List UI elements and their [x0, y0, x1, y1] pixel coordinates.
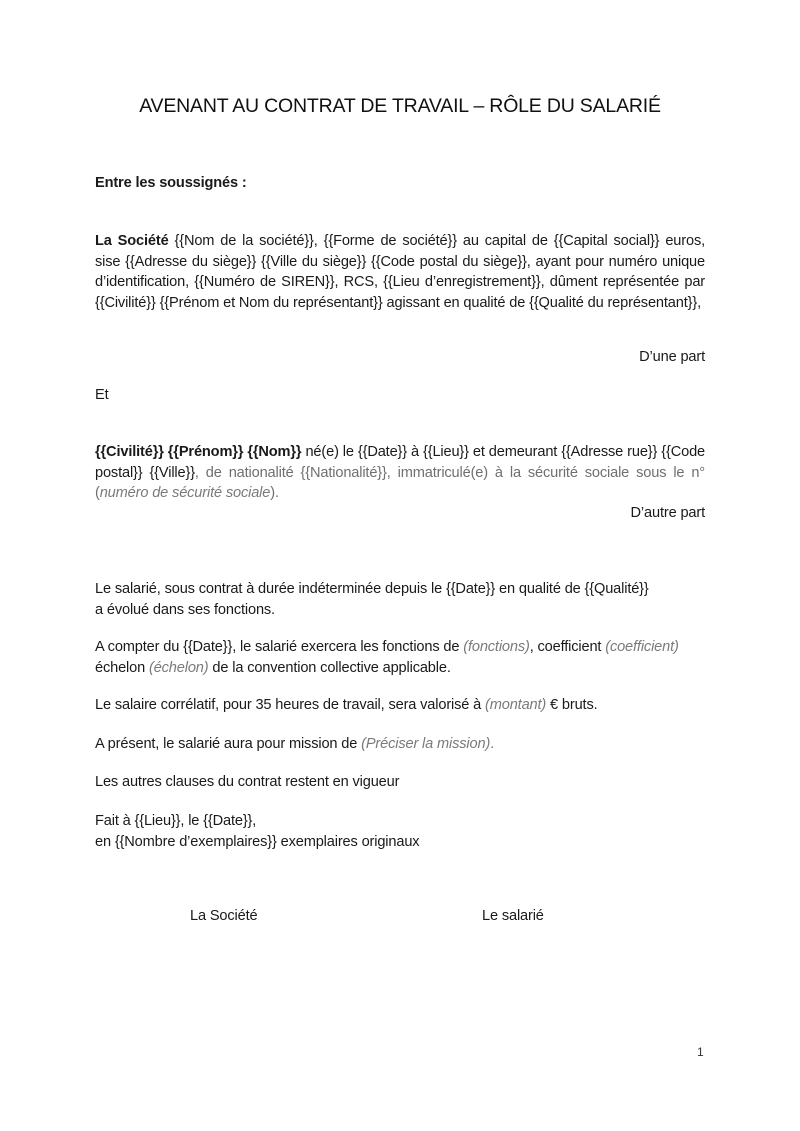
company-label: La Société [95, 233, 169, 249]
place-date-line: Fait à {{Lieu}}, le {{Date}}, [95, 813, 257, 829]
first-part-label: D’une part [639, 349, 705, 365]
copies-line: en {{Nombre d’exemplaires}} exemplaires originaux [95, 833, 420, 850]
second-part-label: D’autre part [630, 505, 705, 521]
paragraph-other-clauses: Les autres clauses du contrat restent en vigueur [95, 774, 400, 790]
company-party-paragraph [95, 231, 705, 313]
coefficient-placeholder: (coefficient) [605, 639, 679, 655]
p2-text-b: , coefficient [529, 639, 606, 655]
ssn-close: ). [270, 485, 279, 501]
paragraph-evolution: Le salarié, sous contrat à durée indéterminée depuis le {{Date}} en qualité de {{Qualité}} a évolué dans ses fonctions. [95, 581, 649, 618]
p3-text-b: € bruts. [546, 697, 598, 713]
paragraph-mission [95, 734, 705, 755]
page-number: 1 [697, 1045, 704, 1059]
p2-text-c: échelon [95, 659, 149, 676]
paragraph-salary [95, 695, 705, 716]
p4-text-b: . [490, 736, 495, 752]
employee-details: né(e) le {{Date}} à {{Lieu}} et demeurant {{Adresse rue}} {{Code postal}} {{Ville}} [95, 444, 705, 481]
p2-text-d: de la convention collective applicable. [208, 659, 451, 676]
functions-placeholder: (fonctions) [463, 639, 530, 655]
p4-text-a: A présent, le salarié aura pour mission de [95, 736, 362, 752]
mission-placeholder: (Préciser la mission) [361, 736, 491, 752]
p3-text-a: Le salaire corrélatif, pour 35 heures de travail, sera valorisé à [95, 697, 486, 713]
p2-text-a: A compter du {{Date}}, le salarié exercera les fonctions de [95, 639, 464, 655]
paragraph-new-functions [95, 637, 685, 678]
employee-nationality: , de nationalité {{Nationalité}}, immatriculé(e) à la sécurité sociale sous le n° ( [95, 464, 705, 501]
intro-heading: Entre les soussignés : [95, 175, 247, 191]
ssn-placeholder: numéro de sécurité sociale [99, 485, 271, 501]
and-separator: Et [95, 387, 109, 403]
echelon-placeholder: (échelon) [148, 659, 209, 676]
company-details: {{Nom de la société}}, {{Forme de société}} au capital de {{Capital social}} euros, sise {{Adresse du siège}} {{Ville du siège}} {{Code postal du siège}}, ayant pour numéro unique d’identification, {{Numéro de SIREN}}, RCS, {{Lieu d’enregistrement}}, dûment représentée par {{Civilité}} {{Prénom et Nom du représentant}} agissant en qualité de {{Qualité du représentant}}, [95, 233, 705, 311]
place-date-block [95, 811, 705, 852]
signature-employee: Le salarié [482, 908, 544, 924]
document-title: AVENANT AU CONTRAT DE TRAVAIL – RÔLE DU SALARIÉ [139, 95, 661, 117]
employee-party-paragraph [95, 442, 705, 504]
amount-placeholder: (montant) [485, 697, 547, 713]
employee-name-fields: {{Civilité}} {{Prénom}} {{Nom}} [95, 444, 302, 460]
signature-company: La Société [190, 908, 258, 924]
